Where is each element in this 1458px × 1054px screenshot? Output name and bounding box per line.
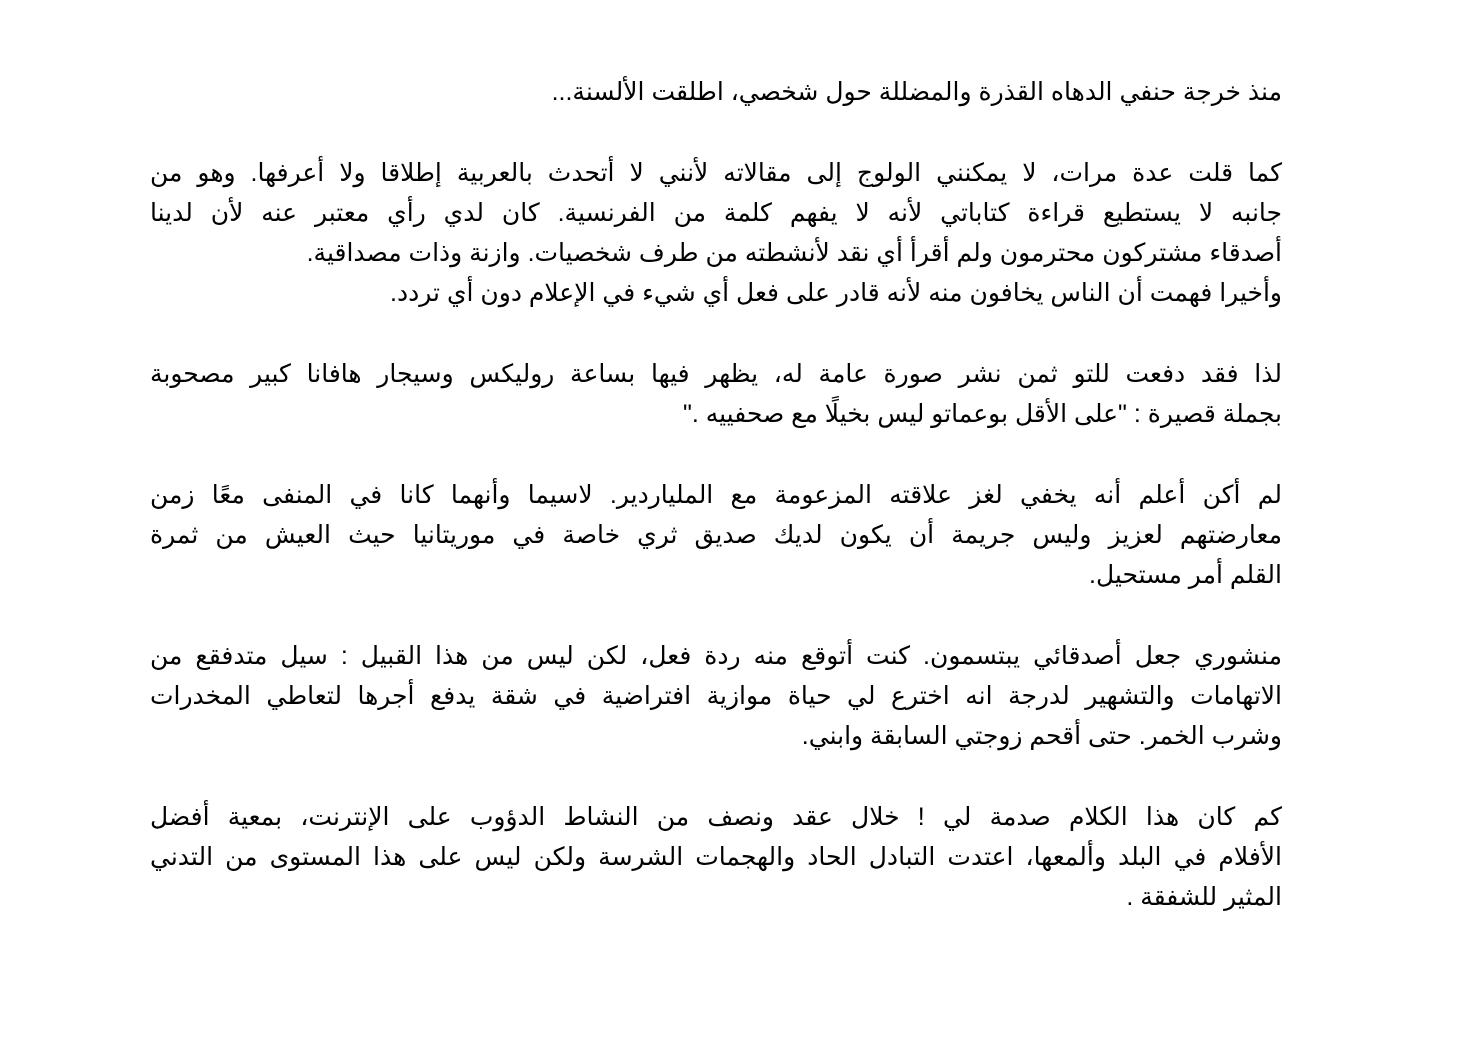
paragraph-4 bbox=[150, 475, 1282, 595]
text-line: كما قلت عدة مرات، لا يمكنني الولوج إلى مقالاته لأنني لا أتحدث بالعربية إطلاقا ولا أعرفها. وهو من bbox=[150, 159, 1282, 187]
text-line: لم أكن أعلم أنه يخفي لغز علاقته المزعومة مع الملياردير. لاسيما وأنهما كانا في المنفى معًا زمن bbox=[150, 481, 1282, 509]
text-line: الاتهامات والتشهير لدرجة انه اخترع لي حياة موازية افتراضية في شقة يدفع أجرها لتعاطي المخدرات bbox=[150, 682, 1282, 710]
text-line: أصدقاء مشتركون محترمون ولم أقرأ أي نقد لأنشطته من طرف شخصيات. وازنة وذات مصداقية. bbox=[306, 239, 1282, 267]
document-body bbox=[150, 72, 1282, 958]
text-line: وشرب الخمر. حتى أقحم زوجتي السابقة وابني. bbox=[801, 722, 1282, 750]
text-line: معارضتهم لعزيز وليس جريمة أن يكون لديك صديق ثري خاصة في موريتانيا حيث العيش من ثمرة bbox=[150, 521, 1282, 549]
text-line: وأخيرا فهمت أن الناس يخافون منه لأنه قادر على فعل أي شيء في الإعلام دون أي تردد. bbox=[390, 279, 1282, 307]
text-line: منشوري جعل أصدقائي يبتسمون. كنت أتوقع منه ردة فعل، لكن ليس من هذا القبيل : سيل متدفقع من bbox=[150, 642, 1282, 670]
text-line: المثير للشفقة . bbox=[1126, 883, 1282, 911]
text-line: لذا فقد دفعت للتو ثمن نشر صورة عامة له، يظهر فيها بساعة روليكس وسيجار هافانا كبير مصحوبة bbox=[150, 360, 1282, 388]
text-line: منذ خرجة حنفي الدهاه القذرة والمضللة حول شخصي، اطلقت الألسنة... bbox=[551, 78, 1282, 106]
paragraph-2 bbox=[150, 153, 1282, 313]
text-line: الأفلام في البلد وألمعها، اعتدت التبادل الحاد والهجمات الشرسة ولكن ليس على هذا المستوى من التدني bbox=[150, 843, 1282, 871]
text-line: جانبه لا يستطيع قراءة كتاباتي لأنه لا يفهم كلمة من الفرنسية. كان لدي رأي معتبر عنه لأن لدينا bbox=[150, 199, 1282, 227]
text-line: القلم أمر مستحيل. bbox=[1089, 561, 1282, 589]
paragraph-1 bbox=[150, 72, 1282, 112]
text-line: بجملة قصيرة : "على الأقل بوعماتو ليس بخيلًا مع صحفييه ." bbox=[682, 400, 1282, 428]
paragraph-6 bbox=[150, 797, 1282, 917]
paragraph-5 bbox=[150, 636, 1282, 756]
text-line: كم كان هذا الكلام صدمة لي ! خلال عقد ونصف من النشاط الدؤوب على الإنترنت، بمعية أفضل bbox=[150, 803, 1282, 831]
paragraph-3 bbox=[150, 354, 1282, 434]
